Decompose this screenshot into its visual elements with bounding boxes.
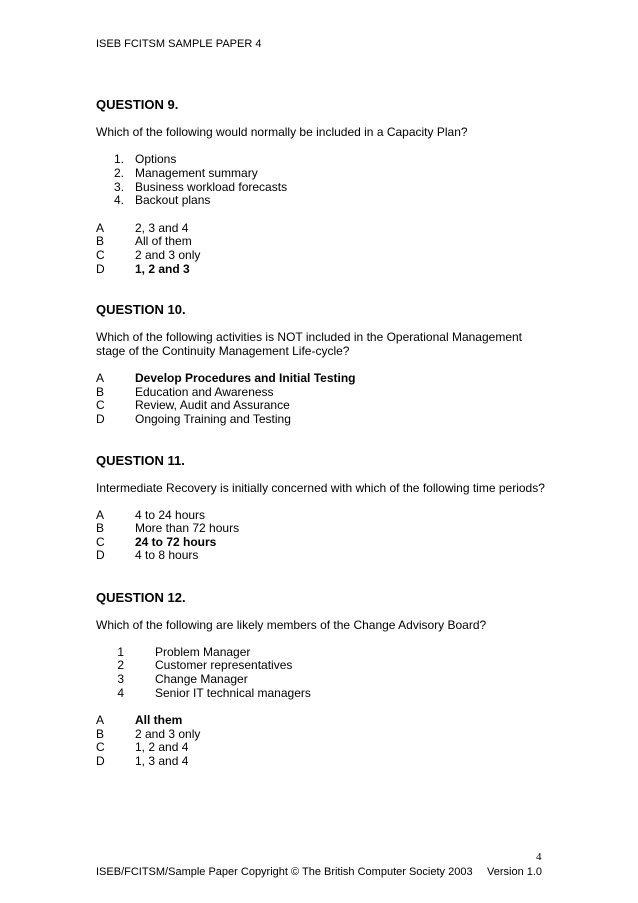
- q12-item-number: 1: [117, 645, 124, 659]
- q9-item-text: Options: [135, 152, 177, 166]
- q9-item-text: Management summary: [135, 166, 258, 180]
- q11-option-text: 4 to 8 hours: [135, 548, 199, 562]
- q12-correct-answer: All them: [135, 713, 183, 727]
- question-12-text: Which of the following are likely members of the Change Advisory Board?: [96, 618, 487, 632]
- q9-item-text: Business workload forecasts: [135, 180, 288, 194]
- q10-option-letter: A: [96, 371, 105, 385]
- q11-option-letter: C: [96, 535, 105, 549]
- q12-item-text: Change Manager: [155, 672, 248, 686]
- q12-item-number: 4: [117, 686, 124, 700]
- q10-option-letter: D: [96, 412, 105, 426]
- q12-item-text: Senior IT technical managers: [155, 686, 311, 700]
- q12-item-number: 2: [117, 658, 124, 672]
- q12-item-text: Customer representatives: [155, 658, 293, 672]
- q9-option-letter: A: [96, 221, 105, 235]
- q11-option-text: 4 to 24 hours: [135, 508, 206, 522]
- q12-option-letter: D: [96, 754, 105, 768]
- q10-correct-answer: Develop Procedures and Initial Testing: [135, 371, 356, 385]
- q9-item-number: 3.: [113, 180, 124, 194]
- question-12-title: QUESTION 12.: [96, 590, 186, 605]
- q12-option-letter: C: [96, 740, 105, 754]
- question-11-title: QUESTION 11.: [96, 453, 185, 468]
- q11-option-letter: B: [96, 521, 105, 535]
- q9-item-number: 2.: [113, 166, 124, 180]
- q12-option-text: 2 and 3 only: [135, 727, 201, 741]
- q12-item-text: Problem Manager: [155, 645, 251, 659]
- q9-option-text: All of them: [135, 234, 192, 248]
- page-number: 4: [536, 851, 542, 863]
- q12-option-text: 1, 3 and 4: [135, 754, 189, 768]
- q11-option-text: More than 72 hours: [135, 521, 240, 535]
- q10-option-letter: B: [96, 385, 105, 399]
- q9-item-number: 1.: [113, 152, 124, 166]
- q9-option-letter: B: [96, 234, 105, 248]
- q10-option-text: Ongoing Training and Testing: [135, 412, 291, 426]
- q9-option-text: 2, 3 and 4: [135, 221, 189, 235]
- q9-option-letter: C: [96, 248, 105, 262]
- q11-option-letter: A: [96, 508, 105, 522]
- question-10-text-line-2: stage of the Continuity Management Life-cycle?: [96, 344, 350, 358]
- question-9-title: QUESTION 9.: [96, 97, 179, 112]
- question-11-text: Intermediate Recovery is initially concerned with which of the following time periods?: [96, 481, 545, 495]
- q9-option-text: 2 and 3 only: [135, 248, 201, 262]
- q12-option-text: 1, 2 and 4: [135, 740, 189, 754]
- q9-item-text: Backout plans: [135, 193, 211, 207]
- q11-correct-answer: 24 to 72 hours: [135, 535, 217, 549]
- q9-item-number: 4.: [113, 193, 124, 207]
- q12-item-number: 3: [117, 672, 124, 686]
- q12-option-letter: B: [96, 727, 105, 741]
- q12-option-letter: A: [96, 713, 105, 727]
- q10-option-letter: C: [96, 398, 105, 412]
- q9-correct-answer: 1, 2 and 3: [135, 262, 190, 276]
- question-10-text-line-1: Which of the following activities is NOT included in the Operational Management: [96, 330, 522, 344]
- question-9-text: Which of the following would normally be included in a Capacity Plan?: [96, 125, 468, 139]
- q11-option-letter: D: [96, 548, 105, 562]
- footer-version: Version 1.0: [487, 866, 543, 878]
- page-header: ISEB FCITSM SAMPLE PAPER 4: [96, 38, 262, 50]
- footer-copyright: ISEB/FCITSM/Sample Paper Copyright © The British Computer Society 2003: [96, 866, 473, 878]
- question-10-title: QUESTION 10.: [96, 302, 186, 317]
- q10-option-text: Education and Awareness: [135, 385, 274, 399]
- q10-option-text: Review, Audit and Assurance: [135, 398, 290, 412]
- q9-option-letter: D: [96, 262, 105, 276]
